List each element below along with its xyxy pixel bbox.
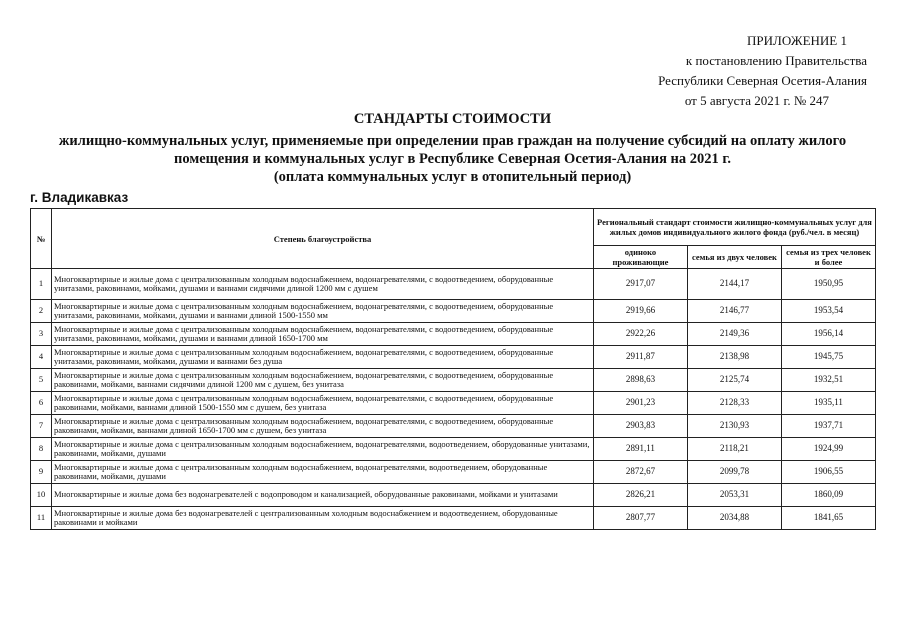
- table-row: [31, 507, 876, 530]
- value-three-plus: 1937,71: [781, 415, 875, 438]
- appendix-header: [658, 31, 867, 111]
- value-two: 2128,33: [687, 392, 781, 415]
- value-three-plus: 1906,55: [781, 461, 875, 484]
- city-heading: г. Владикавказ: [30, 190, 129, 205]
- value-two: 2144,17: [687, 269, 781, 300]
- row-description: Многоквартирные и жилые дома с централизованным холодным водоснабжением, водонагревателями, с водоотведением, оборудованные раковинами, мойками, ваннами сидячими длиной 1200 мм с душем, без унитаза: [52, 369, 594, 392]
- row-number: 9: [31, 461, 52, 484]
- row-description: Многоквартирные и жилые дома с централизованным холодным водоснабжением, водонагревателями, с водоотведением, оборудованные раковинами, мойками, ваннами длиной 1500-1550 мм с душем, без унитаза: [52, 392, 594, 415]
- table-row: [31, 369, 876, 392]
- table-row: [31, 392, 876, 415]
- value-two: 2053,31: [687, 484, 781, 507]
- standards-table: [30, 208, 876, 530]
- value-three-plus: 1945,75: [781, 346, 875, 369]
- value-three-plus: 1924,99: [781, 438, 875, 461]
- table-row: [31, 438, 876, 461]
- value-single: 2917,07: [593, 269, 687, 300]
- value-single: 2919,66: [593, 300, 687, 323]
- row-description: Многоквартирные и жилые дома с централизованным холодным водоснабжением, водонагревателями, с водоотведением, оборудованные унитазами, раковинами, мойками, душами и ваннами сидячими длиной 1200 мм с душем: [52, 269, 594, 300]
- value-single: 2872,67: [593, 461, 687, 484]
- value-single: 2903,83: [593, 415, 687, 438]
- appendix-title: ПРИЛОЖЕНИЕ 1: [747, 33, 847, 48]
- row-description: Многоквартирные и жилые дома без водонагревателей с централизованным холодным водоснабжением и водоотведением, оборудованные раковинами и мойками: [52, 507, 594, 530]
- value-two: 2149,36: [687, 323, 781, 346]
- title-line-3: помещения и коммунальных услуг в Республике Северная Осетия-Алания на 2021 г.: [174, 151, 731, 167]
- title-main: СТАНДАРТЫ СТОИМОСТИ: [353, 111, 552, 127]
- value-three-plus: 1953,54: [781, 300, 875, 323]
- table-row: [31, 269, 876, 300]
- value-three-plus: 1935,11: [781, 392, 875, 415]
- value-three-plus: 1860,09: [781, 484, 875, 507]
- value-two: 2130,93: [687, 415, 781, 438]
- row-description: Многоквартирные и жилые дома с централизованным холодным водоснабжением, водонагревателями, водоотведением, оборудованные унитазами, раковинами, мойками, душами: [52, 438, 594, 461]
- header-group: Региональный стандарт стоимости жилищно-коммунальных услуг для жилых домов индивидуального жилого фонда (руб./чел. в месяц): [593, 209, 875, 246]
- row-number: 10: [31, 484, 52, 507]
- value-two: 2034,88: [687, 507, 781, 530]
- table-row: [31, 300, 876, 323]
- appendix-line-republic: Республики Северная Осетия-Алания: [658, 73, 867, 88]
- value-single: 2911,87: [593, 346, 687, 369]
- value-three-plus: 1950,95: [781, 269, 875, 300]
- row-description: Многоквартирные и жилые дома с централизованным холодным водоснабжением, водонагревателями, с водоотведением, оборудованные унитазами, раковинами, мойками, душами и ваннами длиной 1500-1550 мм: [52, 300, 594, 323]
- header-description: Степень благоустройства: [52, 209, 594, 269]
- value-three-plus: 1956,14: [781, 323, 875, 346]
- title-line-4: (оплата коммунальных услуг в отопительный период): [273, 169, 632, 185]
- value-two: 2118,21: [687, 438, 781, 461]
- table-row: [31, 415, 876, 438]
- value-two: 2138,98: [687, 346, 781, 369]
- value-single: 2901,23: [593, 392, 687, 415]
- value-two: 2125,74: [687, 369, 781, 392]
- header-number: №: [31, 209, 52, 269]
- appendix-line-decree: к постановлению Правительства: [685, 53, 867, 68]
- row-number: 3: [31, 323, 52, 346]
- title-line-2: жилищно-коммунальных услуг, применяемые при определении прав граждан на получение субсидий на оплату жилого: [58, 133, 847, 149]
- row-description: Многоквартирные и жилые дома с централизованным холодным водоснабжением, водонагревателями, с водоотведением, оборудованные раковинами, мойками, ваннами длиной 1650-1700 мм с душем, без унитаза: [52, 415, 594, 438]
- value-single: 2826,21: [593, 484, 687, 507]
- header-three-plus: семья из трех человек и более: [781, 246, 875, 269]
- row-number: 5: [31, 369, 52, 392]
- row-number: 6: [31, 392, 52, 415]
- row-description: Многоквартирные и жилые дома с централизованным холодным водоснабжением, водонагревателями, с водоотведением, оборудованные унитазами, раковинами, мойками, душами и ваннами длиной 1650-1700 мм: [52, 323, 594, 346]
- row-description: Многоквартирные и жилые дома с централизованным холодным водоснабжением, водонагревателями, с водоотведением, оборудованные унитазами, раковинами, мойками, душами и ваннами без душа: [52, 346, 594, 369]
- row-description: Многоквартирные и жилые дома с централизованным холодным водоснабжением, водонагревателями, водоотведением, оборудованные раковинами, мойками, душами: [52, 461, 594, 484]
- table-row: [31, 484, 876, 507]
- row-number: 7: [31, 415, 52, 438]
- value-single: 2807,77: [593, 507, 687, 530]
- table-row: [31, 461, 876, 484]
- row-number: 2: [31, 300, 52, 323]
- row-description: Многоквартирные и жилые дома без водонагревателей с водопроводом и канализацией, оборудованные раковинами, мойками и унитазами: [52, 484, 594, 507]
- value-two: 2099,78: [687, 461, 781, 484]
- header-two: семья из двух человек: [687, 246, 781, 269]
- value-three-plus: 1932,51: [781, 369, 875, 392]
- value-single: 2898,63: [593, 369, 687, 392]
- appendix-line-date: от 5 августа 2021 г. № 247: [684, 93, 829, 108]
- row-number: 4: [31, 346, 52, 369]
- value-single: 2891,11: [593, 438, 687, 461]
- table-row: [31, 346, 876, 369]
- value-single: 2922,26: [593, 323, 687, 346]
- value-three-plus: 1841,65: [781, 507, 875, 530]
- value-two: 2146,77: [687, 300, 781, 323]
- header-single: одиноко проживающие: [593, 246, 687, 269]
- row-number: 11: [31, 507, 52, 530]
- row-number: 1: [31, 269, 52, 300]
- table-row: [31, 323, 876, 346]
- document-title: [0, 110, 905, 186]
- row-number: 8: [31, 438, 52, 461]
